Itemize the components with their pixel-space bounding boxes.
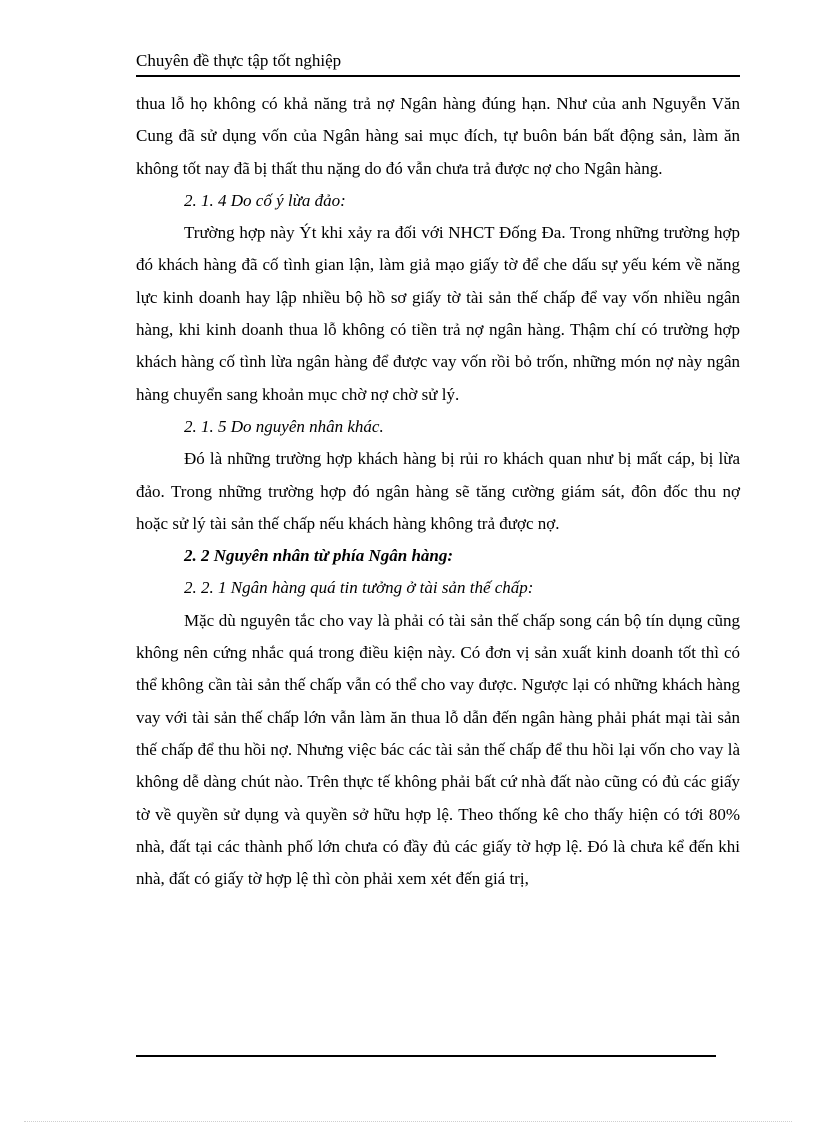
document-body xyxy=(136,88,740,895)
page-header xyxy=(136,49,740,77)
subsection-title-2-1-4: 2. 1. 4 Do cố ý lừa đảo: xyxy=(184,190,346,210)
page-bottom-edge xyxy=(24,1121,792,1122)
subsection-title-2-2-1: 2. 2. 1 Ngân hàng quá tin tưởng ở tài sản thế chấp: xyxy=(184,578,534,598)
paragraph-continuation: thua lỗ họ không có khả năng trả nợ Ngân hàng đúng hạn. Như của anh Nguyễn Văn Cung đã sử dụng vốn của Ngân hàng sai mục đích, tự buôn bán bất động sản, làm ăn không tốt nay đã bị thất thu nặng do đó vẫn chưa trả được nợ cho Ngân hàng. xyxy=(136,94,740,178)
paragraph-collateral: Mặc dù nguyên tắc cho vay là phải có tài sản thế chấp song cán bộ tín dụng cũng không nên cứng nhắc quá trong điều kiện này. Có đơn vị sản xuất kinh doanh tốt thì có thể không cần tài sản thế chấp vẫn có thể cho vay được. Ngược lại có những khách hàng vay với tài sản thế chấp lớn vẫn làm ăn thua lỗ dẫn đến ngân hàng phải phát mại tài sản thế chấp để thu hồi nợ. Nhưng việc bác các tài sản thế chấp để thu hồi lại vốn cho vay là không dễ dàng chút nào. Trên thực tế không phải bất cứ nhà đất nào cũng có đủ các giấy tờ về quyền sử dụng và quyền sở hữu hợp lệ. Theo thống kê cho thấy hiện có tới 80% nhà, đất tại các thành phố lớn chưa có đầy đủ các giấy tờ hợp lệ. Đó là chưa kể đến khi nhà, đất có giấy tờ hợp lệ thì còn phải xem xét đến giá trị, xyxy=(136,610,740,889)
subsection-title-2-1-5: 2. 1. 5 Do nguyên nhân khác. xyxy=(184,416,384,436)
paragraph-fraud: Trường hợp này Ýt khi xảy ra đối với NHCT Đống Đa. Trong những trường hợp đó khách hàng đã cố tình gian lận, làm giả mạo giấy tờ để che dấu sự yếu kém về năng lực kinh doanh hay lập nhiều bộ hồ sơ giấy tờ tài sản thế chấp để vay vốn nhiều ngân hàng, khi kinh doanh thua lỗ không có tiền trả nợ ngân hàng. Thậm chí có trường hợp khách hàng cố tình lừa ngân hàng để được vay vốn rồi bỏ trốn, những món nợ này ngân hàng chuyển sang khoản mục chờ nợ chờ sử lý. xyxy=(136,223,740,404)
header-title: Chuyên đề thực tập tốt nghiệp xyxy=(136,51,342,70)
footer-rule xyxy=(136,1055,716,1057)
section-heading-2-2: 2. 2 Nguyên nhân từ phía Ngân hàng: xyxy=(184,546,454,566)
paragraph-other-causes: Đó là những trường hợp khách hàng bị rủi ro khách quan như bị mất cáp, bị lừa đảo. Trong những trường hợp đó ngân hàng sẽ tăng cường giám sát, đôn đốc thu nợ hoặc sử lý tài sản thế chấp nếu khách hàng không trả được nợ. xyxy=(136,449,740,533)
